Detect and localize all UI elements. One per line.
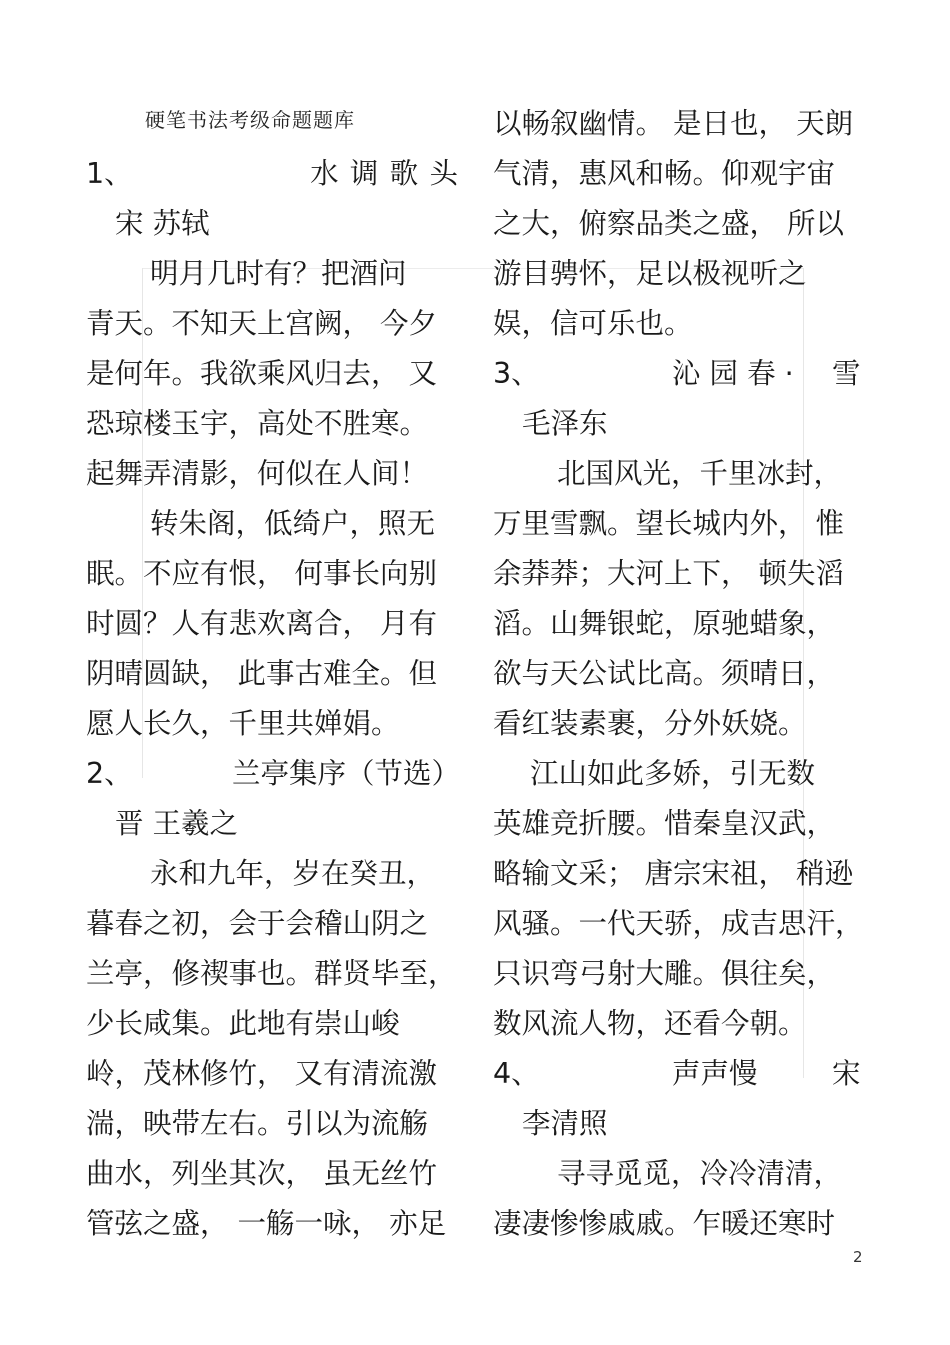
text-line: 万里雪飘。望长城内外， 惟 xyxy=(493,507,845,540)
text-line: 恐琼楼玉宇，高处不胜寒。 xyxy=(86,407,429,440)
text-line: 数风流人物，还看今朝。 xyxy=(493,1007,807,1040)
poem-1-author: 宋 苏轼 xyxy=(115,207,210,240)
text-line: 只识弯弓射大雕。俱往矣， xyxy=(493,957,836,990)
poem-2-author: 晋 王羲之 xyxy=(115,807,239,840)
text-line: 余莽莽；大河上下， 顿失滔 xyxy=(493,557,845,590)
text-line: 湍，映带左右。引以为流觞 xyxy=(86,1107,429,1140)
text-line: 游目骋怀，足以极视听之 xyxy=(493,257,807,290)
text-line: 以畅叙幽情。 是日也， 天朗 xyxy=(493,107,854,140)
poem-4-dynasty: 宋 xyxy=(832,1057,861,1090)
text-line: 寻寻觅觅，冷冷清清， xyxy=(557,1157,843,1190)
poem-1-title-char: 头 xyxy=(429,157,458,190)
text-line: 娱，信可乐也。 xyxy=(493,307,693,340)
text-line: 管弦之盛， 一觞一咏， 亦足 xyxy=(86,1207,447,1240)
text-line: 岭，茂林修竹， 又有清流激 xyxy=(86,1057,438,1090)
document-title: 硬笔书法考级命题题库 xyxy=(145,108,355,132)
poem-4-number: 4、 xyxy=(493,1057,540,1090)
poem-3-title-end: 雪 xyxy=(832,357,861,390)
text-line: 北国风光，千里冰封， xyxy=(557,457,843,490)
text-line: 转朱阁，低绮户，照无 xyxy=(150,507,436,540)
text-line: 愿人长久，千里共婵娟。 xyxy=(86,707,400,740)
poem-1-title-char: 调 xyxy=(349,157,379,190)
text-line: 少长咸集。此地有崇山峻 xyxy=(86,1007,400,1040)
poem-3-author: 毛泽东 xyxy=(522,407,608,440)
text-line: 气清，惠风和畅。仰观宇宙 xyxy=(493,157,836,190)
poem-3-number: 3、 xyxy=(493,357,540,390)
text-line: 看红装素裹，分外妖娆。 xyxy=(493,707,807,740)
text-line: 时圆？人有悲欢离合， 月有 xyxy=(86,607,438,640)
text-line: 略输文采； 唐宗宋祖， 稍逊 xyxy=(493,857,854,890)
page-number: 2 xyxy=(853,1248,863,1266)
text-line: 眠。不应有恨， 何事长向别 xyxy=(86,557,438,590)
poem-3-title: 沁 园 春 · xyxy=(672,357,794,390)
text-line: 明月几时有？把酒问 xyxy=(150,257,407,290)
text-line: 是何年。我欲乘风归去， 又 xyxy=(86,357,438,390)
poem-2-title: 兰亭集序（节选） xyxy=(232,757,461,790)
text-line: 暮春之初，会于会稽山阴之 xyxy=(86,907,429,940)
text-line: 滔。山舞银蛇，原驰蜡象， xyxy=(493,607,836,640)
poem-1-title-char: 水 xyxy=(310,157,339,190)
text-line: 永和九年，岁在癸丑， xyxy=(150,857,436,890)
text-line: 英雄竞折腰。惜秦皇汉武， xyxy=(493,807,836,840)
text-line: 风骚。一代天骄，成吉思汗， xyxy=(493,907,864,940)
poem-2-number: 2、 xyxy=(86,757,133,790)
poem-4-title: 声声慢 xyxy=(672,1057,758,1090)
text-line: 青天。不知天上宫阙， 今夕 xyxy=(86,307,438,340)
text-line: 兰亭，修禊事也。群贤毕至， xyxy=(86,957,457,990)
text-line: 起舞弄清影，何似在人间！ xyxy=(86,457,429,490)
poem-1-number: 1、 xyxy=(86,157,133,190)
text-line: 凄凄惨惨戚戚。乍暖还寒时 xyxy=(493,1207,836,1240)
poem-4-author: 李清照 xyxy=(522,1107,608,1140)
text-line: 阴晴圆缺， 此事古难全。但 xyxy=(86,657,438,690)
text-line: 曲水，列坐其次， 虽无丝竹 xyxy=(86,1157,438,1190)
text-line: 江山如此多娇，引无数 xyxy=(530,757,816,790)
poem-1-heading xyxy=(86,156,458,192)
text-line: 之大，俯察品类之盛， 所以 xyxy=(493,207,845,240)
text-line: 欲与天公试比高。须晴日， xyxy=(493,657,836,690)
page-frame-left-line xyxy=(142,268,143,778)
poem-1-title-char: 歌 xyxy=(389,157,419,190)
